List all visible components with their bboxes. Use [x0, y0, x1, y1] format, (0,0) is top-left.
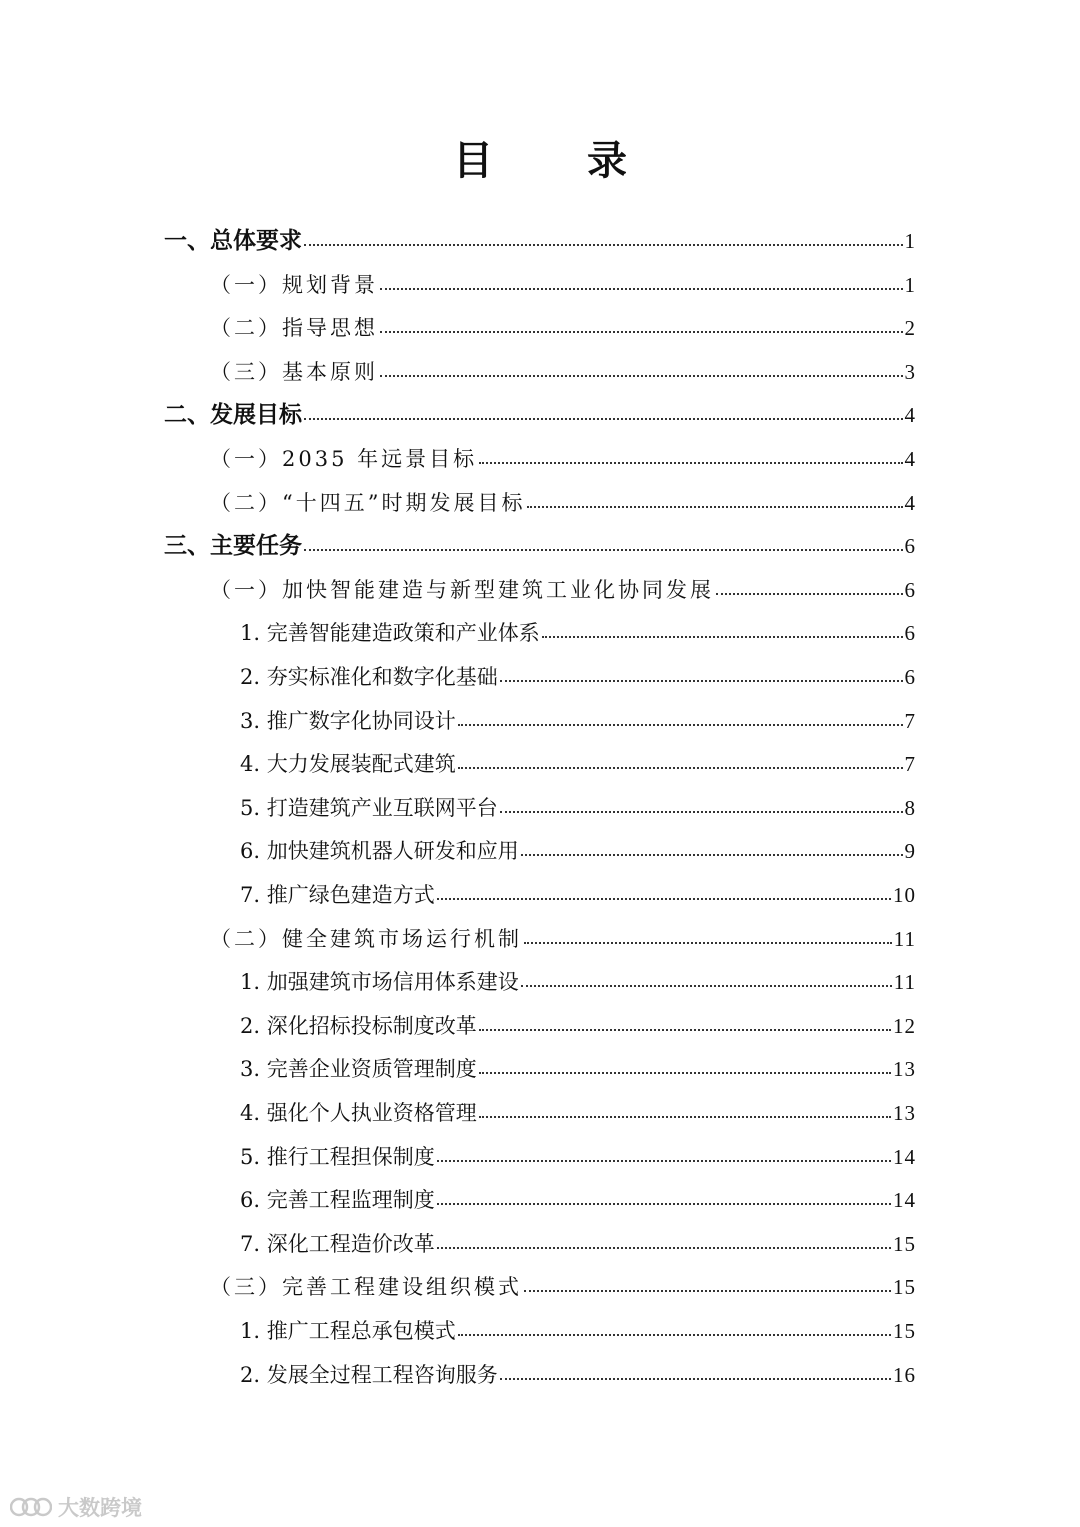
toc-entry[interactable]: [240, 655, 916, 699]
toc-entry[interactable]: [240, 1353, 916, 1397]
toc-entry-page-number: 1: [904, 229, 916, 253]
toc-entry[interactable]: [164, 524, 916, 568]
toc-entry-page-number: 15: [893, 1231, 916, 1256]
toc-entry-label: （二）健全建筑市场运行机制: [210, 926, 522, 951]
toc-dot-leader: [437, 892, 891, 900]
toc-entry-page-number: 13: [893, 1057, 916, 1082]
toc-dot-leader: [500, 674, 903, 682]
toc-dot-leader: [479, 1110, 891, 1118]
toc-entry[interactable]: [240, 699, 916, 743]
toc-entry-page-number: 8: [904, 795, 916, 820]
toc-entry-page-number: 16: [893, 1362, 916, 1387]
toc-dot-leader: [500, 805, 903, 813]
toc-entry-page-number: 3: [904, 359, 916, 384]
toc-entry-page-number: 15: [893, 1319, 916, 1343]
toc-dot-leader: [521, 848, 903, 856]
toc-entry[interactable]: [210, 917, 916, 961]
toc-entry[interactable]: [240, 786, 916, 830]
toc-entry-label: 三、主要任务: [164, 533, 302, 560]
toc-entry-page-number: 10: [893, 883, 916, 907]
toc-entry-page-number: 6: [904, 534, 916, 559]
toc-entry-label: 4. 强化个人执业资格管理: [240, 1101, 477, 1125]
toc-entry[interactable]: [240, 960, 916, 1004]
toc-entry[interactable]: [240, 611, 916, 655]
toc-entry[interactable]: [240, 1135, 916, 1179]
toc-entry-page-number: 7: [904, 752, 916, 777]
toc-entry-label: 2. 深化招标投标制度改革: [240, 1013, 477, 1038]
toc-entry-label: （一）2035 年远景目标: [210, 447, 478, 471]
toc-dot-leader: [458, 718, 903, 726]
toc-entry[interactable]: [210, 481, 916, 525]
toc-dot-leader: [527, 500, 902, 508]
toc-entry-label: 6. 完善工程监理制度: [240, 1188, 435, 1213]
toc-entry-label: 2. 发展全过程工程咨询服务: [240, 1362, 498, 1387]
toc-entry-label: 3. 推广数字化协同设计: [240, 708, 456, 733]
toc-entry-page-number: 12: [893, 1013, 916, 1038]
toc-entry[interactable]: [210, 306, 916, 350]
toc-entry-label: 7. 深化工程造价改革: [240, 1231, 435, 1256]
toc-dot-leader: [380, 282, 903, 290]
toc-entry-label: （三）完善工程建设组织模式: [210, 1275, 522, 1300]
toc-dot-leader: [479, 1066, 891, 1074]
toc-dot-leader: [304, 412, 903, 420]
toc-entry[interactable]: [164, 219, 916, 263]
toc-entry[interactable]: [240, 1222, 916, 1266]
toc-entry-page-number: 4: [904, 403, 916, 428]
toc-dot-leader: [458, 1328, 891, 1336]
toc-entry-page-number: 1: [904, 272, 916, 297]
toc-dot-leader: [437, 1197, 891, 1205]
toc-dot-leader: [304, 543, 903, 551]
toc-entry[interactable]: [240, 1004, 916, 1048]
toc-entry-page-number: 7: [904, 708, 916, 733]
page-title: 目 录: [453, 138, 667, 184]
toc-entry-page-number: 6: [904, 621, 916, 646]
toc-entry-label: 7. 推广绿色建造方式: [240, 883, 435, 907]
toc-entry[interactable]: [240, 1091, 916, 1135]
toc-dot-leader: [542, 630, 903, 638]
watermark: [10, 1493, 142, 1521]
toc-dot-leader: [479, 1023, 891, 1031]
toc-entry-label: 3. 完善企业资质管理制度: [240, 1057, 477, 1082]
toc-entry-label: 6. 加快建筑机器人研发和应用: [240, 839, 519, 864]
toc-dot-leader: [437, 1154, 891, 1162]
toc-dot-leader: [521, 979, 892, 987]
toc-entry[interactable]: [240, 1047, 916, 1091]
toc-entry-label: （二）“十四五”时期发展目标: [210, 490, 526, 515]
toc-entry-page-number: 14: [893, 1188, 916, 1213]
toc-entry-label: （一）规划背景: [210, 272, 378, 297]
toc-entry[interactable]: [240, 1178, 916, 1222]
toc-entry[interactable]: [240, 1309, 916, 1353]
toc-entry-page-number: 14: [893, 1144, 916, 1169]
toc-dot-leader: [524, 1284, 891, 1292]
toc-dot-leader: [524, 936, 892, 944]
toc-dot-leader: [500, 1372, 891, 1380]
toc-entry-page-number: 13: [893, 1101, 916, 1125]
toc-dot-leader: [716, 587, 903, 595]
toc-entry[interactable]: [210, 350, 916, 394]
toc-entry[interactable]: [210, 1265, 916, 1309]
toc-entry-label: 5. 推行工程担保制度: [240, 1144, 435, 1169]
toc-entry-label: （三）基本原则: [210, 359, 378, 384]
toc-entry-page-number: 11: [893, 970, 916, 995]
toc-dot-leader: [479, 456, 902, 464]
toc-dot-leader: [458, 761, 903, 769]
toc-entry[interactable]: [240, 742, 916, 786]
toc-entry-page-number: 11: [893, 926, 916, 951]
toc-entry-label: 2. 夯实标准化和数字化基础: [240, 665, 498, 689]
toc-entry-page-number: 2: [904, 316, 916, 341]
toc-entry-label: 二、发展目标: [164, 402, 302, 429]
toc-dot-leader: [437, 1241, 891, 1249]
watermark-logo-icon: [10, 1495, 52, 1519]
toc-entry[interactable]: [240, 829, 916, 873]
toc-entry-label: 4. 大力发展装配式建筑: [240, 752, 456, 777]
toc-entry-page-number: 9: [904, 839, 916, 864]
toc-entry-label: （二）指导思想: [210, 316, 378, 341]
toc-entry-label: 5. 打造建筑产业互联网平台: [240, 795, 498, 820]
toc-entry-page-number: 4: [904, 490, 916, 515]
toc-entry-page-number: 6: [904, 665, 916, 689]
toc-entry-page-number: 4: [904, 447, 916, 471]
toc-entry-label: 1. 完善智能建造政策和产业体系: [240, 621, 540, 646]
toc-entry[interactable]: [240, 873, 916, 917]
toc-entry[interactable]: [210, 437, 916, 481]
toc-entry-label: 1. 推广工程总承包模式: [240, 1319, 456, 1343]
toc-entry-label: 一、总体要求: [164, 228, 302, 254]
toc-entry-label: （一）加快智能建造与新型建筑工业化协同发展: [210, 577, 714, 602]
toc-entry-label: 1. 加强建筑市场信用体系建设: [240, 970, 519, 995]
toc-entry[interactable]: [210, 263, 916, 307]
watermark-text: 大数跨境: [58, 1496, 142, 1520]
toc-entry-page-number: 6: [904, 577, 916, 602]
toc-dot-leader: [380, 325, 903, 333]
toc-entry-page-number: 15: [893, 1275, 916, 1300]
toc-dot-leader: [304, 238, 903, 246]
toc-entry[interactable]: [164, 393, 916, 437]
toc-dot-leader: [380, 369, 903, 377]
toc-entry[interactable]: [210, 568, 916, 612]
